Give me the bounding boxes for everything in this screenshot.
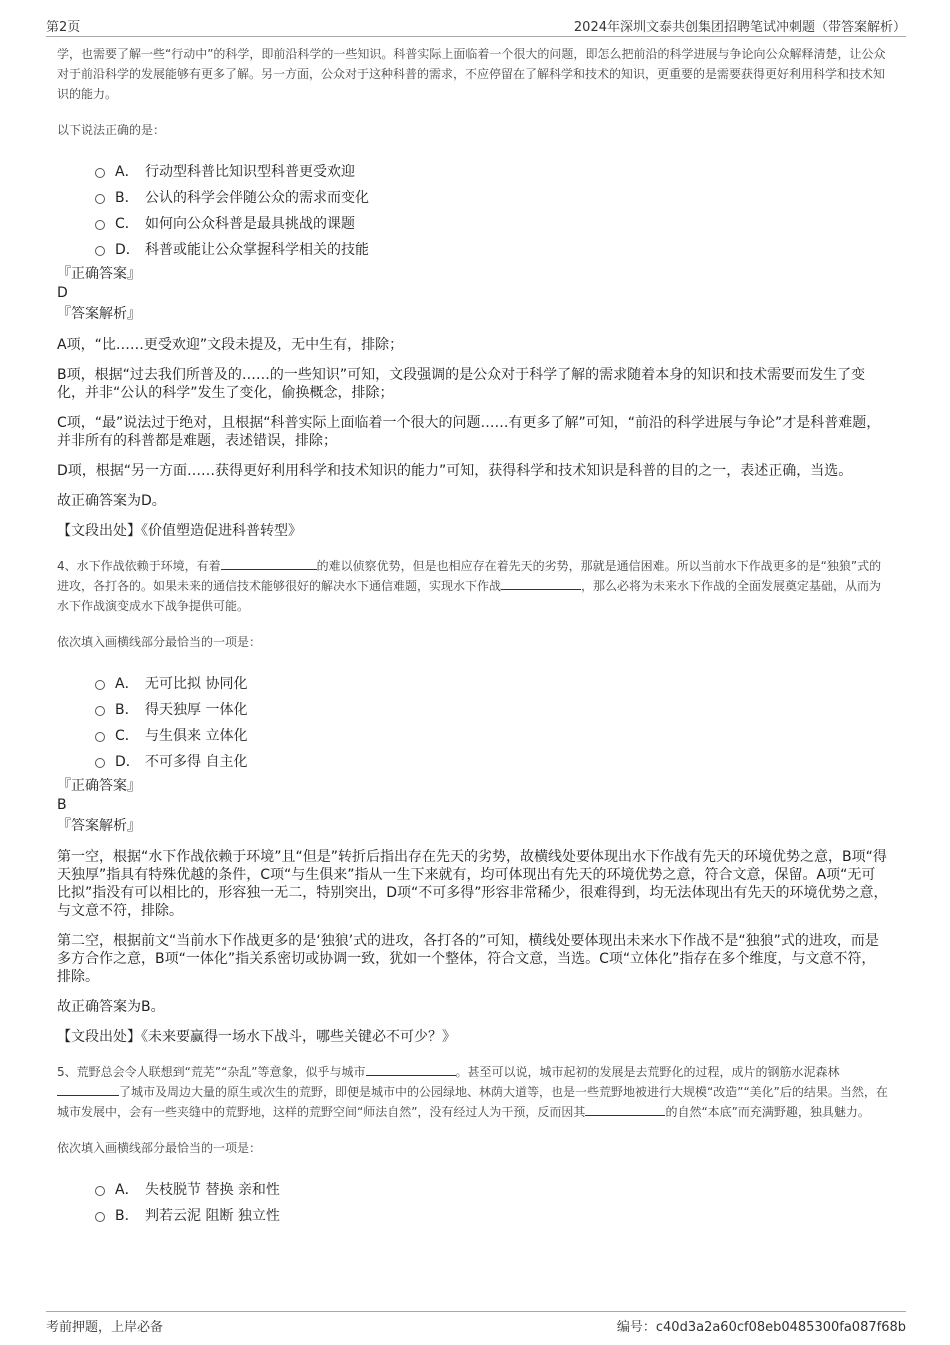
q4-option-d[interactable]: D． 不可多得 自主化	[95, 748, 888, 774]
fill-blank	[221, 557, 317, 570]
q4-source: 【文段出处】《未来要赢得一场水下战斗，哪些关键必不可少？》	[57, 1029, 456, 1045]
q3-source: 【文段出处】《价值塑造促进科普转型》	[57, 523, 302, 539]
fill-blank	[57, 1083, 119, 1096]
radio-icon[interactable]	[95, 758, 105, 768]
q3-analysis-label: 『答案解析』	[57, 306, 141, 322]
radio-icon[interactable]	[95, 1186, 105, 1196]
radio-icon[interactable]	[95, 194, 105, 204]
radio-icon[interactable]	[95, 706, 105, 716]
radio-icon[interactable]	[95, 246, 105, 256]
radio-icon[interactable]	[95, 732, 105, 742]
q3-answer-label: 『正确答案』	[57, 266, 141, 282]
q3-analysis-c: C项，“最”说法过于绝对，且根据“科普实际上面临着一个很大的问题……有更多了解”可知，“前沿的科学进展与争论”才是科普难题，并非所有的科普都是难题，表述错误，排除；	[57, 415, 881, 449]
q3-option-c[interactable]: C． 如何向公众科普是最具挑战的课题	[95, 210, 888, 236]
fill-blank	[501, 577, 581, 590]
q4-options	[95, 670, 888, 774]
q3-passage: 学，也需要了解一些“行动中”的科学，即前沿科学的一些知识。科普实际上面临着一个很大的问题，即怎么把前沿的科学进展与争论向公众解释清楚，让公众对于前沿科学的发展能够有更多了解。另一方面，公众对于这种科普的需求，不应停留在了解科学和技术的知识，更重要的是需要获得更好利用科学和技术知识的能力。	[57, 47, 886, 101]
q3-option-d[interactable]: D． 科普或能让公众掌握科学相关的技能	[95, 236, 888, 262]
document-id: 编号：c40d3a2a60cf08eb0485300fa087f68b	[616, 1320, 906, 1335]
page-number: 第2页	[46, 20, 81, 35]
q3-option-a[interactable]: A． 行动型科普比知识型科普更受欢迎	[95, 158, 888, 184]
q5-options	[95, 1176, 888, 1228]
q4-passage: 4、水下作战依赖于环境，有着 的难以侦察优势，但是也相应存在着先天的劣势，那就是通信困难。所以当前水下作战更多的是“独狼”式的进攻，各打各的。如果未来的通信技术能够很好的解决水下通信难题，实现水下作战 ，那么必将为未来水下作战的全面发展奠定基础，从而为水下作战演变成水下战争提供可能。	[57, 559, 882, 613]
main-content	[57, 44, 888, 1228]
q3-analysis-b: B项，根据“过去我们所普及的……的一些知识”可知，文段强调的是公众对于科学了解的需求随着本身的知识和技术需要而发生了变化，并非“公认的科学”发生了变化，偷换概念，排除；	[57, 367, 866, 401]
fill-blank	[366, 1063, 456, 1076]
fill-blank	[585, 1103, 665, 1116]
radio-icon[interactable]	[95, 1212, 105, 1222]
page-footer	[46, 1311, 906, 1338]
q3-options	[95, 158, 888, 262]
q3-answer: D	[57, 285, 68, 301]
q3-analysis-d: D项，根据“另一方面……获得更好利用科学和技术知识的能力”可知，获得科学和技术知识是科普的目的之一，表述正确，当选。	[57, 463, 853, 479]
q5-prompt: 依次填入画横线部分最恰当的一项是：	[57, 1141, 262, 1155]
q4-answer: B	[57, 797, 67, 813]
q4-analysis-blank-1: 第一空，根据“水下作战依赖于环境”且“但是”转折后指出存在先天的劣势，故横线处要体现出水下作战有先天的环境优势之意，B项“得天独厚”指具有特殊优越的条件，C项“与生俱来”指从一生下来就有，均可体现出有先天的环境优势之意，符合文意，保留。A项“无可比拟”指没有可以相比的，形容独一无二，特别突出，D项“不可多得”形容非常稀少，很难得到，均无法体现出有先天的环境优势之意，与文意不符，排除。	[57, 849, 888, 919]
radio-icon[interactable]	[95, 680, 105, 690]
q4-option-c[interactable]: C． 与生俱来 立体化	[95, 722, 888, 748]
q4-prompt: 依次填入画横线部分最恰当的一项是：	[57, 635, 262, 649]
q3-conclusion: 故正确答案为D。	[57, 493, 166, 509]
q5-option-b[interactable]: B． 判若云泥 阻断 独立性	[95, 1202, 888, 1228]
q5-passage: 5、荒野总会令人联想到“荒芜”“杂乱”等意象，似乎与城市 。甚至可以说，城市起初的发展是去荒野化的过程，成片的钢筋水泥森林了城市及周边大量的原生或次生的荒野，即便是城市中的公园绿地、林荫大道等，也是一些荒野地被进行大规模“改造”“美化”后的结果。当然，在城市发展中，会有一些夹缝中的荒野地，这样的荒野空间“师法自然”，没有经过人为干预，反而因其 的自然“本底”而充满野趣，独具魅力。	[57, 1065, 888, 1119]
footer-slogan: 考前押题，上岸必备	[46, 1320, 164, 1335]
q4-answer-label: 『正确答案』	[57, 778, 141, 794]
radio-icon[interactable]	[95, 220, 105, 230]
q4-analysis-label: 『答案解析』	[57, 818, 141, 834]
q3-analysis-a: A项，“比……更受欢迎”文段未提及，无中生有，排除；	[57, 337, 404, 353]
radio-icon[interactable]	[95, 168, 105, 178]
q4-option-a[interactable]: A． 无可比拟 协同化	[95, 670, 888, 696]
q4-conclusion: 故正确答案为B。	[57, 999, 165, 1015]
page-header	[46, 10, 906, 37]
document-title: 2024年深圳文泰共创集团招聘笔试冲刺题（带答案解析）	[573, 20, 906, 35]
q4-option-b[interactable]: B． 得天独厚 一体化	[95, 696, 888, 722]
q4-analysis-blank-2: 第二空，根据前文“当前水下作战更多的是‘独狼’式的进攻，各打各的”可知，横线处要体现出未来水下作战不是“独狼”式的进攻，而是多方合作之意，B项“一体化”指关系密切或协调一致，犹如一个整体，符合文意，当选。C项“立体化”指存在多个维度，与文意不符，排除。	[57, 933, 879, 985]
q3-prompt: 以下说法正确的是：	[57, 123, 166, 137]
q5-option-a[interactable]: A． 失枝脱节 替换 亲和性	[95, 1176, 888, 1202]
q3-option-b[interactable]: B． 公认的科学会伴随公众的需求而变化	[95, 184, 888, 210]
